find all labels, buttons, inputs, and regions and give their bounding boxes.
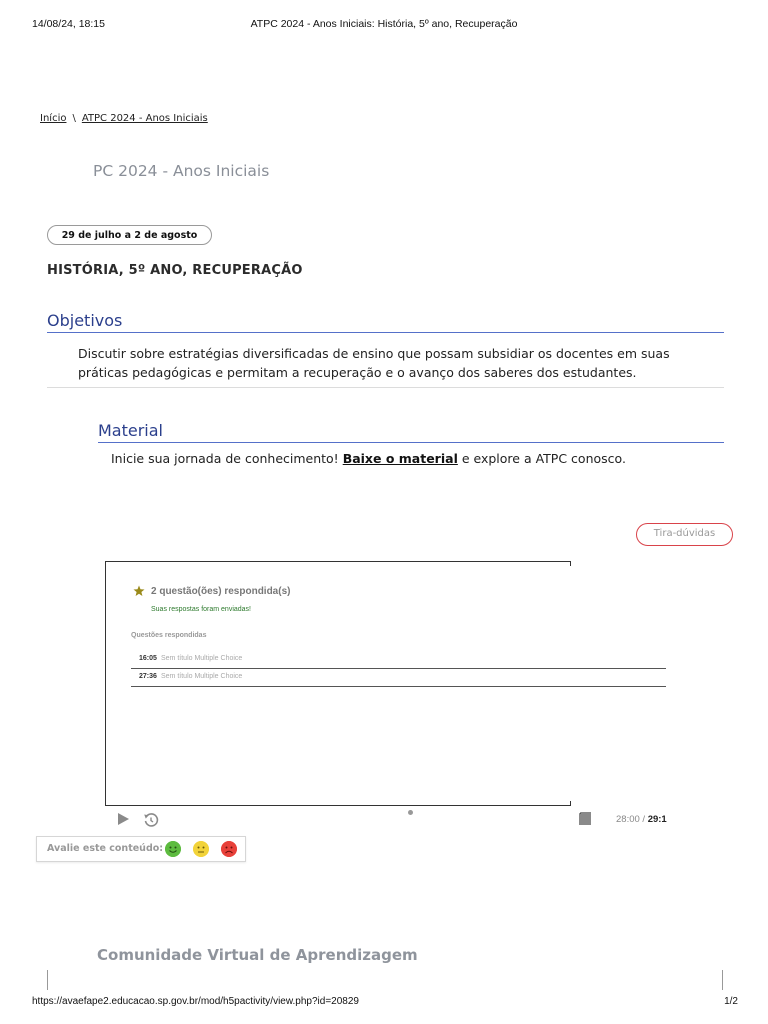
rewind-10-icon[interactable] xyxy=(143,812,159,828)
help-button[interactable]: Tira-dúvidas xyxy=(636,523,733,546)
objectives-bottom-divider xyxy=(47,387,724,388)
question-timestamp: 27:36 xyxy=(139,673,157,680)
h5p-frame-top xyxy=(105,561,571,562)
time-total: 29:1 xyxy=(647,814,667,825)
print-url: https://avaefape2.educacao.sp.gov.br/mod/h5pactivity/view.php?id=20829 xyxy=(32,996,359,1007)
star-icon xyxy=(133,585,145,597)
video-time-readout xyxy=(616,814,667,825)
activity-title: HISTÓRIA, 5º ANO, RECUPERAÇÃO xyxy=(47,263,303,278)
h5p-frame-corner xyxy=(570,561,571,566)
date-range-badge: 29 de julho a 2 de agosto xyxy=(47,225,212,245)
download-material-link[interactable]: Baixe o material xyxy=(342,451,458,466)
answered-question-row[interactable] xyxy=(131,669,666,687)
material-text-after: e explore a ATPC conosco. xyxy=(461,451,626,466)
material-text xyxy=(111,451,626,466)
print-page-number: 1/2 xyxy=(724,996,738,1007)
material-divider xyxy=(98,442,724,443)
neutral-face-icon[interactable] xyxy=(193,841,209,857)
print-datetime: 14/08/24, 18:15 xyxy=(32,18,105,30)
question-name: Sem título Multiple Choice xyxy=(161,673,243,680)
question-name: Sem título Multiple Choice xyxy=(161,655,243,662)
sad-face-icon[interactable] xyxy=(221,841,237,857)
rating-label: Avalie este conteúdo: xyxy=(47,843,164,854)
objectives-divider xyxy=(47,332,724,333)
content-border xyxy=(722,970,723,990)
interaction-marker[interactable] xyxy=(408,810,413,815)
answered-questions-header: Questões respondidas xyxy=(131,632,207,639)
objectives-heading: Objetivos xyxy=(47,311,123,330)
bookmarks-icon[interactable] xyxy=(578,811,594,826)
material-text-before: Inicie sua jornada de conhecimento! xyxy=(111,451,339,466)
breadcrumb-course-link[interactable]: ATPC 2024 - Anos Iniciais xyxy=(81,113,208,124)
print-page-title: ATPC 2024 - Anos Iniciais: História, 5º ano, Recuperação xyxy=(250,18,518,30)
material-heading: Material xyxy=(98,421,163,440)
play-icon[interactable] xyxy=(116,812,130,826)
breadcrumb xyxy=(40,113,208,124)
answered-question-row[interactable] xyxy=(131,651,666,669)
answered-summary-title: 2 questão(ões) respondida(s) xyxy=(151,586,291,597)
breadcrumb-separator: \ xyxy=(72,113,76,124)
content-rating-box xyxy=(36,836,246,862)
time-current: 28:00 xyxy=(616,814,640,825)
happy-face-icon[interactable] xyxy=(165,841,181,857)
time-separator: / xyxy=(642,814,646,825)
course-title: PC 2024 - Anos Iniciais xyxy=(93,162,270,180)
breadcrumb-home-link[interactable]: Início xyxy=(40,113,67,124)
answers-sent-message: Suas respostas foram enviadas! xyxy=(151,606,251,613)
objectives-text: Discutir sobre estratégias diversificadas de ensino que possam subsidiar os docentes em suas práticas pedagógicas e permitam a recuperação e o avanço dos saberes dos estudantes. xyxy=(78,346,670,380)
h5p-frame-corner xyxy=(570,801,571,806)
question-timestamp: 16:05 xyxy=(139,655,157,662)
community-heading: Comunidade Virtual de Aprendizagem xyxy=(97,946,418,964)
content-border xyxy=(47,970,48,990)
